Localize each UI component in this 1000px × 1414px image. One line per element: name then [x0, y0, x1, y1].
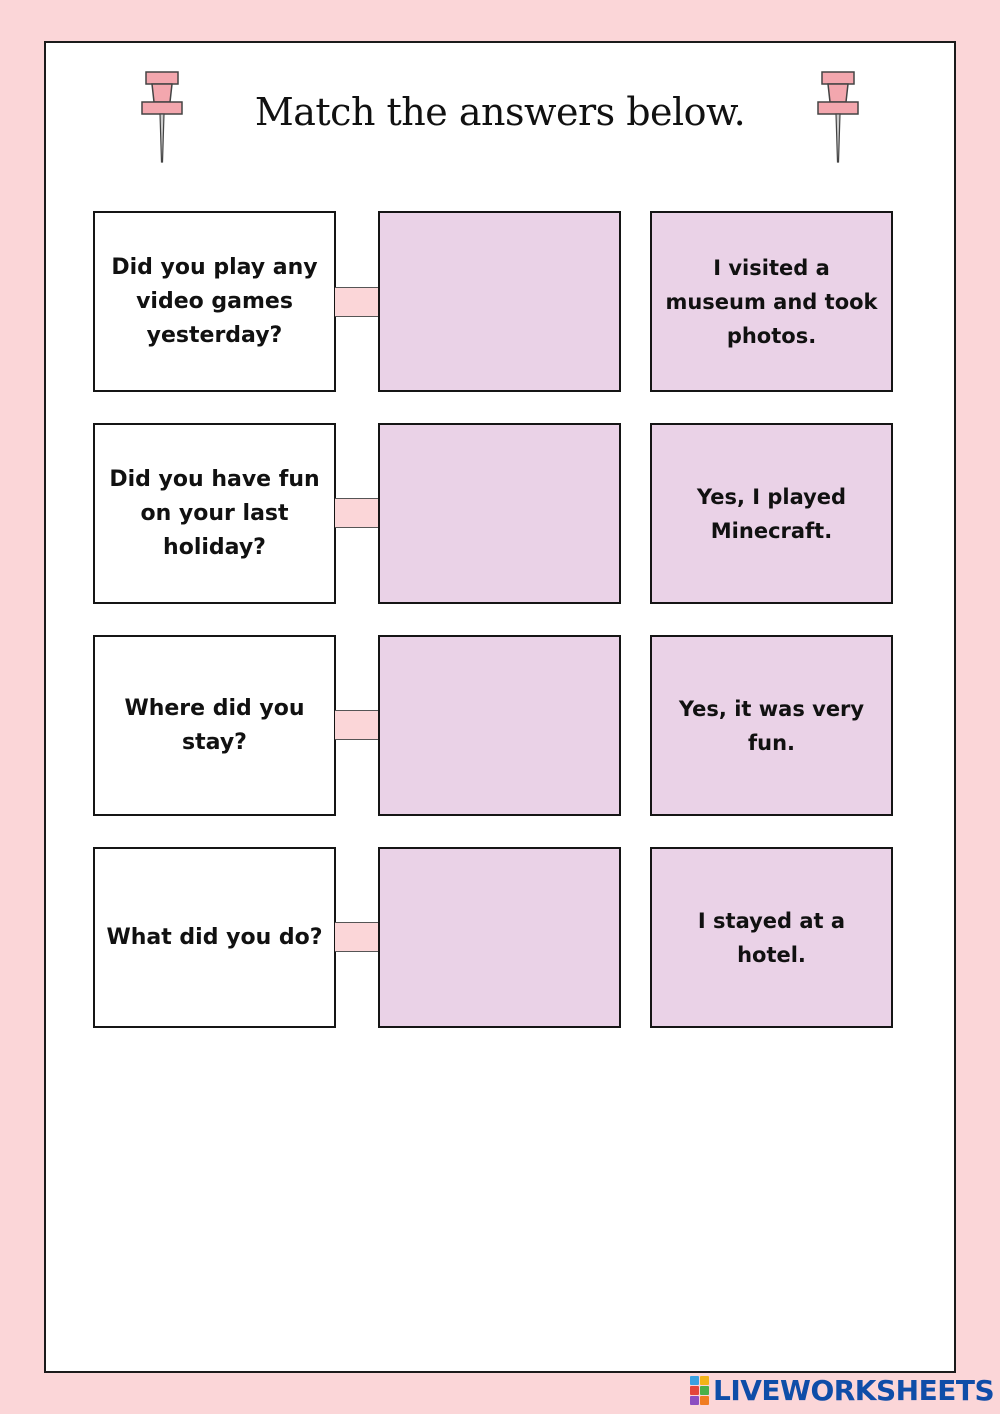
- answer-card[interactable]: Yes, it was very fun.: [650, 635, 893, 816]
- connector-tab: [335, 498, 379, 528]
- answer-card[interactable]: I visited a museum and took photos.: [650, 211, 893, 392]
- connector-tab: [335, 287, 379, 317]
- answer-drop-zone[interactable]: [378, 635, 621, 816]
- worksheet-title: Match the answers below.: [254, 90, 746, 134]
- answer-card[interactable]: Yes, I played Minecraft.: [650, 423, 893, 604]
- question-card: What did you do?: [93, 847, 336, 1028]
- answer-drop-zone[interactable]: [378, 211, 621, 392]
- answer-card[interactable]: I stayed at a hotel.: [650, 847, 893, 1028]
- answer-drop-zone[interactable]: [378, 847, 621, 1028]
- liveworksheets-logo-icon: [690, 1376, 709, 1405]
- liveworksheets-logo: [690, 1372, 994, 1408]
- connector-tab: [335, 710, 379, 740]
- question-card: Did you have fun on your last holiday?: [93, 423, 336, 604]
- answer-drop-zone[interactable]: [378, 423, 621, 604]
- question-card: Did you play any video games yesterday?: [93, 211, 336, 392]
- brand-text: LIVEWORKSHEETS: [713, 1373, 995, 1407]
- question-card: Where did you stay?: [93, 635, 336, 816]
- connector-tab: [335, 922, 379, 952]
